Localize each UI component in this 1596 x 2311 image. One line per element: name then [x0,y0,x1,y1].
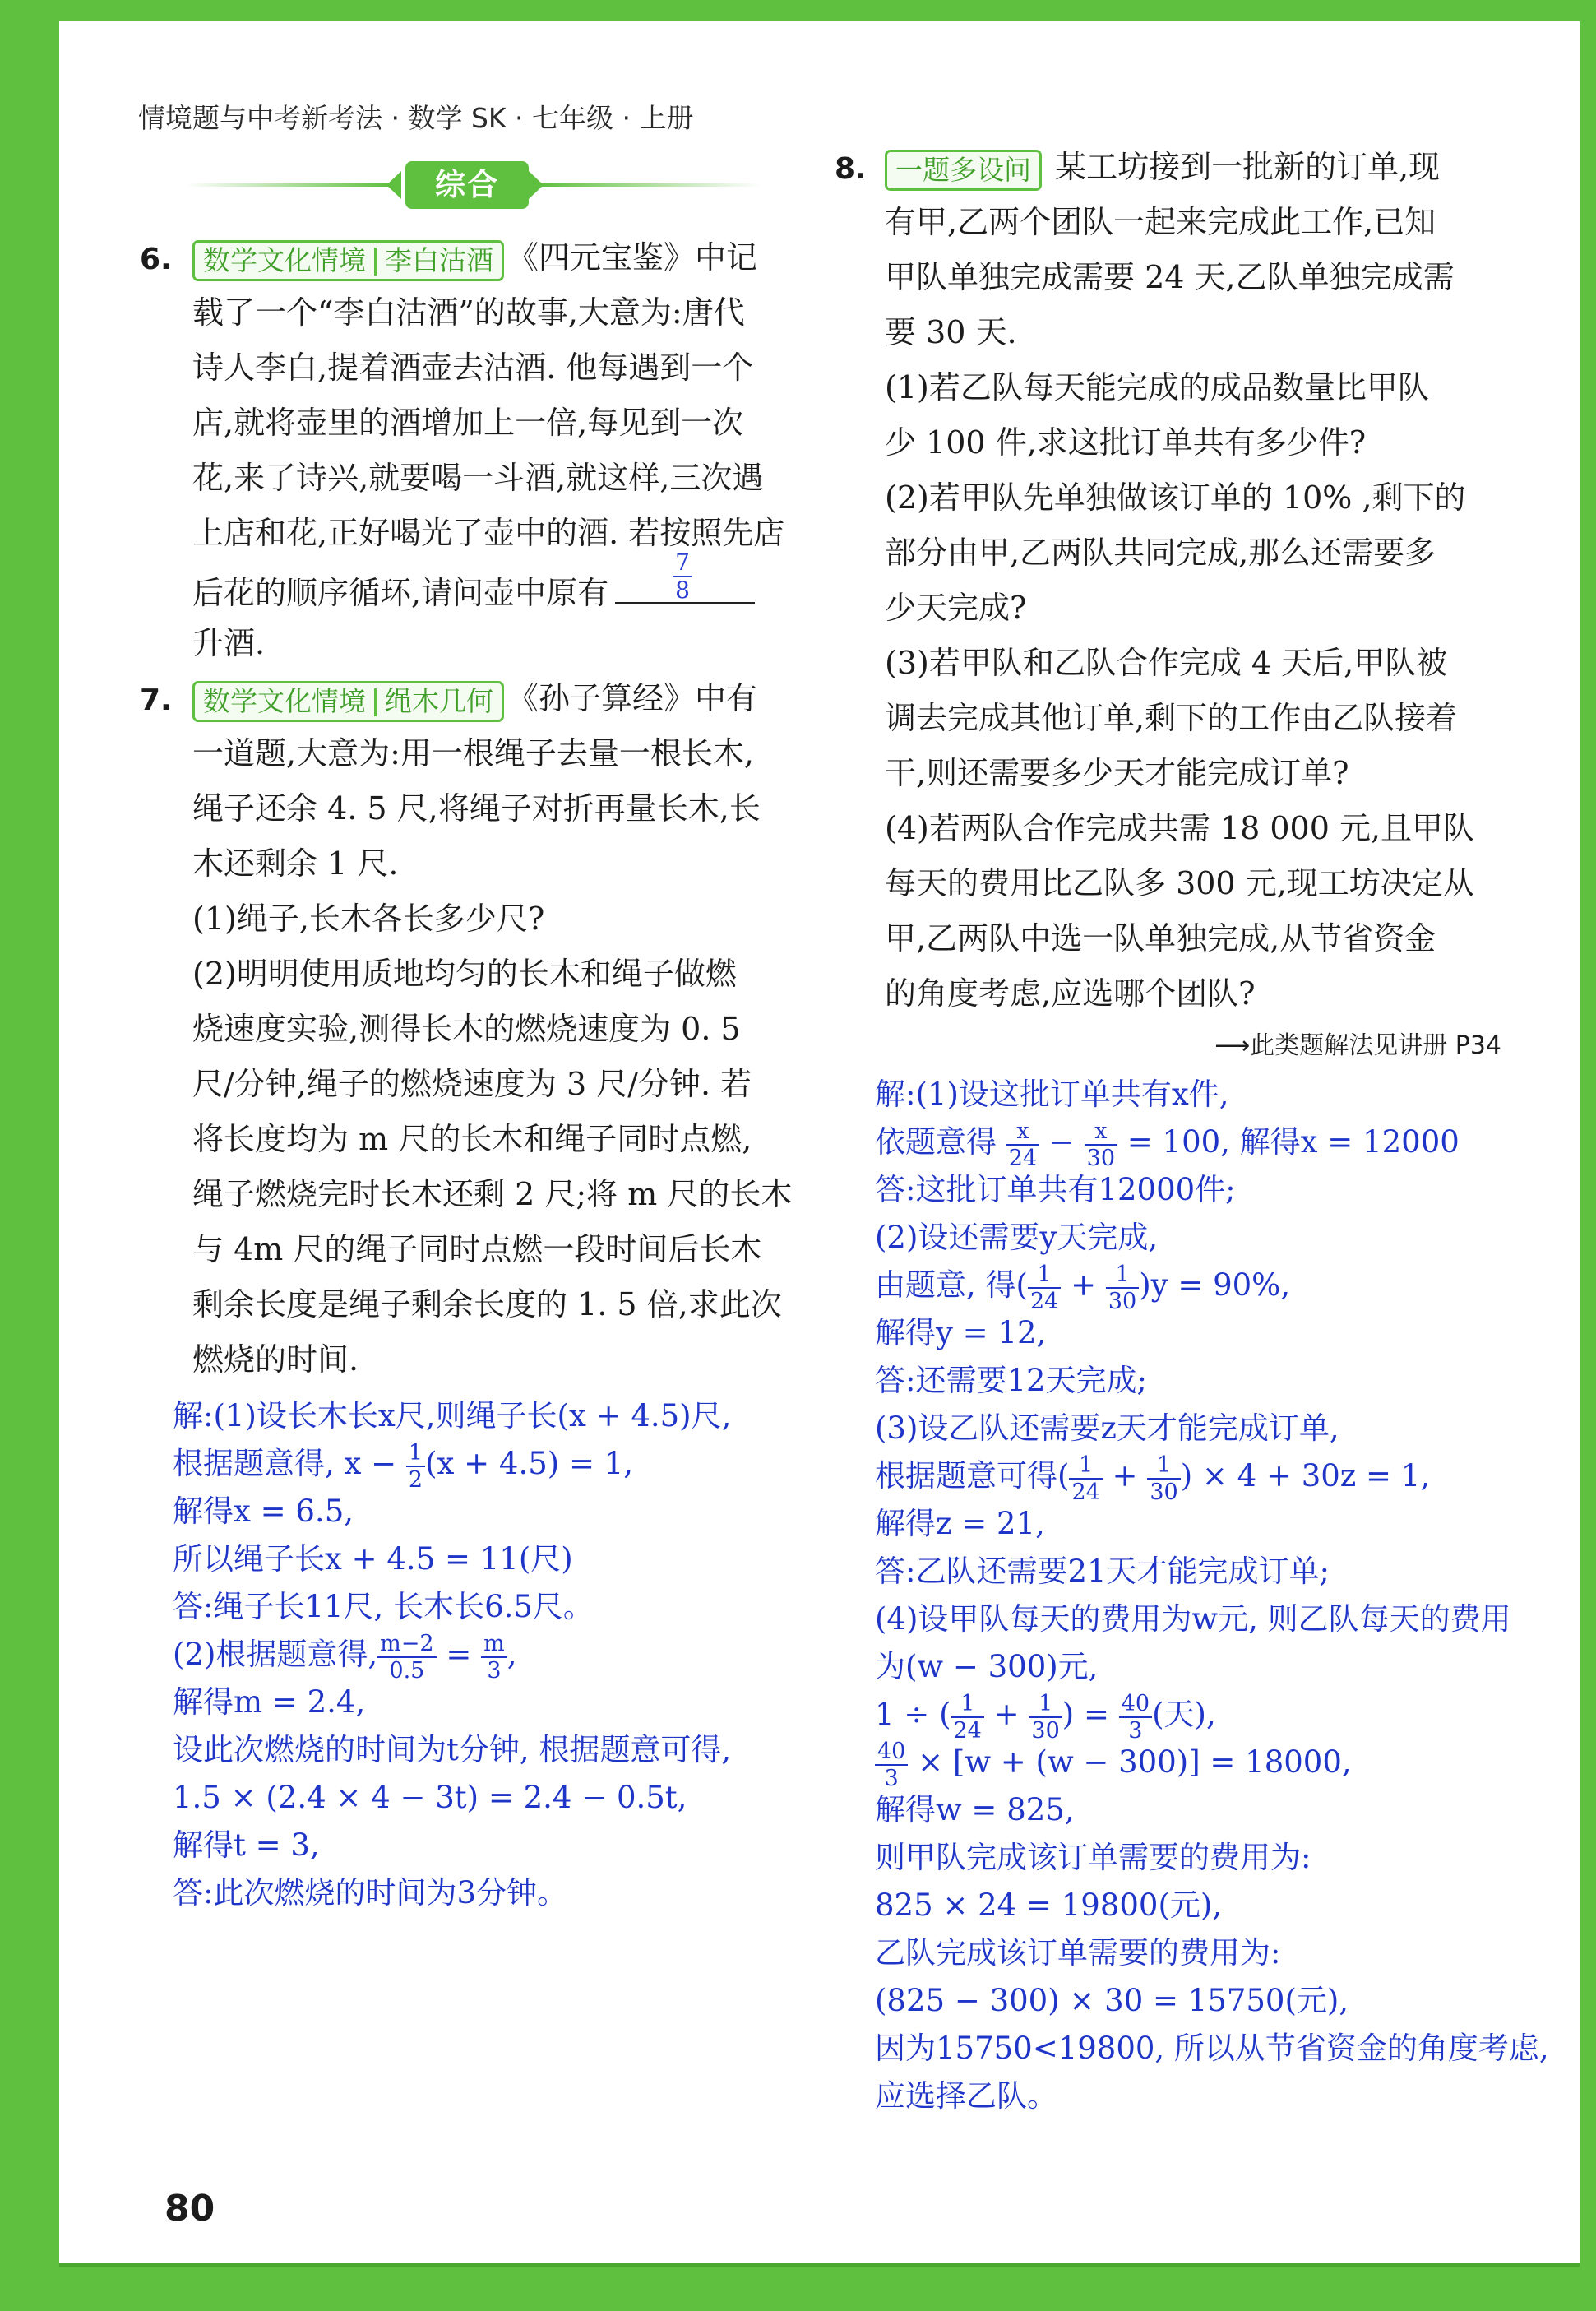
fraction-denominator: 3 [1119,1716,1152,1742]
question-6-line: 店,就将壶里的酒增加上一倍,每见到一次 [192,405,744,441]
solution-line: 解得m = 2.4, [173,1684,366,1720]
math-text: (天), [1152,1697,1216,1732]
math-text: × [w + (w − 300)] = 18000, [908,1744,1352,1780]
tag-topic: 李白沽酒 [385,243,493,276]
question-number: 8. [835,152,867,186]
question-8-line: 部分由甲,乙两队共同完成,那么还需要多 [885,535,1436,571]
question-7-line: 绳子燃烧完时长木还剩 2 尺;将 m 尺的长木 [192,1176,793,1212]
solution-line: 1.5 × (2.4 × 4 − 3t) = 2.4 − 0.5t, [173,1780,687,1815]
question-7-line [192,671,807,726]
solution-line: (2)设还需要y天完成, [875,1220,1159,1255]
question-8-solution [875,1071,1562,2120]
left-column [140,230,807,1917]
question-7 [140,671,807,1387]
section-heading [185,156,810,214]
solution-line [875,1452,1562,1505]
question-6-line [192,230,807,285]
section-arrow-left-icon [386,171,401,199]
math-text: ) × 4 + 30z = 1, [1180,1458,1431,1494]
question-7-line: 烧速度实验,测得长木的燃烧速度为 0. 5 [192,1011,741,1047]
solution-line [173,1439,807,1493]
fraction [377,1630,436,1683]
question-6 [140,230,807,671]
math-text: (2)根据题意得, [173,1637,378,1672]
fraction [1028,1263,1061,1313]
question-8-line: 少 100 件,求这批订单共有多少件? [885,424,1367,461]
fraction [875,1740,908,1790]
question-text: 后花的顺序循环,请问壶中原有 [192,575,609,611]
solution-line: 乙队完成该订单需要的费用为: [875,1935,1281,1971]
question-7-line: 尺/分钟,绳子的燃烧速度为 3 尺/分钟. 若 [192,1066,752,1102]
question-8-line: 有甲,乙两个团队一起来完成此工作,已知 [885,204,1436,240]
math-text: + [1102,1458,1148,1494]
math-text: + [983,1697,1029,1732]
fraction-denominator: 3 [875,1764,908,1790]
question-7-block [140,671,807,1917]
fraction-numerator: x [1094,1118,1108,1144]
solution-line [875,1690,1562,1744]
fraction-denominator: 8 [673,576,692,602]
solution-line: 答:还需要12天完成; [875,1363,1148,1398]
solution-line: 解得z = 21, [875,1506,1045,1541]
solution-line [875,1118,1562,1171]
solution-line: 解得y = 12, [875,1315,1047,1350]
question-8-line: 要 30 天. [885,314,1017,350]
solution-line: 所以绳子长x + 4.5 = 11(尺) [173,1541,573,1577]
solution-line: 应选择乙队。 [875,2078,1057,2114]
fraction [1006,1120,1039,1169]
tag-label: 数学文化情境 [203,684,366,717]
fraction-numerator: 40 [1121,1690,1150,1716]
solution-line [173,1630,807,1683]
math-text: 依题意得 [875,1124,1006,1160]
question-8-line: (2)若甲队先单独做该订单的 10% ,剩下的 [885,479,1466,516]
question-7-line: 木还剩余 1 尺. [192,845,399,882]
question-8-line: 调去完成其他订单,剩下的工作由乙队接着 [885,700,1458,736]
math-text: = 100, 解得x = 12000 [1117,1124,1460,1160]
question-7-line: 绳子还余 4. 5 尺,将绳子对折再量长木,长 [192,790,761,827]
fraction-numerator: 1 [1156,1452,1172,1478]
solution-line: 825 × 24 = 19800(元), [875,1887,1223,1923]
fraction-denominator: 2 [406,1466,425,1491]
question-text: 《孙子算经》中有 [507,680,758,716]
question-number: 6. [140,243,172,276]
math-text: , [507,1637,517,1672]
fraction-numerator: 1 [1038,1690,1053,1716]
fraction-numerator: 1 [1079,1452,1094,1478]
solution-line: 答:绳子长11尺, 长木长6.5尺。 [173,1589,594,1624]
solution-line: 解:(1)设这批订单共有x件, [875,1077,1229,1112]
math-text: )y = 90%, [1139,1267,1291,1303]
question-text: 《四元宝鉴》中记 [507,239,758,276]
question-6-line: 载了一个“李白沽酒”的故事,大意为:唐代 [192,294,745,331]
context-tag: 一题多设问 [885,150,1042,191]
question-number: 7. [140,683,172,717]
solution-line: (4)设甲队每天的费用为w元, 则乙队每天的费用 [875,1601,1511,1637]
running-header: 情境题与中考新考法 · 数学 SK · 七年级 · 上册 [138,102,694,134]
question-6-line: 上店和花,正好喝光了壶中的酒. 若按照先店 [192,515,785,551]
tag-divider [374,248,377,276]
green-border-bottom-edge [59,2263,1580,2267]
fraction [1147,1454,1180,1503]
section-title: 综合 [405,161,529,209]
fraction-numerator: x [1016,1118,1029,1144]
question-8-line: (1)若乙队每天能完成的成品数量比甲队 [885,369,1429,405]
fraction-numerator: 1 [1115,1261,1130,1287]
solution-line: (825 − 300) × 30 = 15750(元), [875,1983,1349,2018]
context-tag [192,681,504,722]
section-rule-right [539,183,761,187]
fraction [1106,1263,1139,1313]
question-8 [830,140,1562,1071]
solution-line: (3)设乙队还需要z天才能完成订单, [875,1410,1339,1446]
math-text: 1 ÷ ( [875,1697,951,1732]
fraction-numerator: 1 [1037,1261,1052,1287]
green-border-top [0,0,1596,21]
page-number: 80 [164,2188,215,2230]
fraction [951,1690,984,1744]
fraction [481,1630,507,1683]
question-6-line: 升酒. [192,625,266,661]
solution-line: 因为15750<19800, 所以从节省资金的角度考虑, [875,2031,1549,2066]
solution-line [875,1261,1562,1314]
math-text: (x + 4.5) = 1, [425,1446,634,1481]
section-rule-left [185,183,391,187]
question-8-block [830,140,1562,2120]
math-text: 根据题意得, x − [173,1446,406,1481]
math-text: 由题意, 得( [875,1267,1028,1303]
solution-line: 设此次燃烧的时间为t分钟, 根据题意可得, [173,1732,732,1767]
question-7-line: (2)明明使用质地均匀的长木和绳子做燃 [192,956,737,992]
math-text: ) = [1062,1697,1119,1732]
tag-topic: 绳木几何 [385,684,493,717]
fraction [1069,1454,1102,1503]
answer-blank [615,549,755,604]
fraction-denominator: 24 [1006,1144,1039,1169]
reference-note: ⟶此类题解法见讲册 P34 [1214,1031,1501,1060]
math-text: = [436,1637,482,1672]
answer-fraction [673,551,692,602]
fraction [1029,1690,1062,1744]
solution-line: 解得w = 825, [875,1792,1075,1827]
question-6-line [192,549,807,616]
green-border-right [1580,0,1596,2311]
question-8-line [885,140,1562,195]
question-7-line: 一道题,大意为:用一根绳子去量一根长木, [192,735,754,771]
fraction-numerator: 1 [960,1690,975,1716]
fraction-denominator: 30 [1029,1716,1062,1742]
solution-line: 答:此次燃烧的时间为3分钟。 [173,1875,568,1910]
question-7-line: 燃烧的时间. [192,1341,359,1378]
question-8-line: 甲队单独完成需要 24 天,乙队单独完成需 [885,259,1455,295]
question-8-line: 每天的费用比乙队多 300 元,现工坊决定从 [885,865,1474,901]
fraction-denominator: 24 [1028,1287,1061,1313]
fraction-denominator: 0.5 [377,1656,436,1682]
fraction-denominator: 24 [951,1716,984,1742]
question-8-line: (3)若甲队和乙队合作完成 4 天后,甲队被 [885,645,1448,681]
fraction-denominator: 30 [1106,1287,1139,1313]
question-7-line: (1)绳子,长木各长多少尺? [192,901,545,937]
fraction-numerator: 40 [877,1738,906,1764]
fraction-numerator: 7 [675,549,690,576]
right-column [830,140,1562,2120]
math-text: − [1039,1124,1085,1160]
question-8-line: (4)若两队合作完成共需 18 000 元,且甲队 [885,810,1475,846]
question-8-line: 干,则还需要多少天才能完成订单? [885,755,1349,791]
question-6-line: 诗人李白,提着酒壶去沽酒. 他每遇到一个 [192,350,754,386]
fraction-numerator: m [483,1630,505,1656]
solution-line: 则甲队完成该订单需要的费用为: [875,1840,1311,1875]
fraction-denominator: 3 [481,1656,507,1682]
fraction [1119,1690,1152,1744]
question-7-line: 剩余长度是绳子剩余长度的 1. 5 倍,求此次 [192,1286,782,1322]
question-8-line: 甲,乙两队中选一队单独完成,从节省资金 [885,920,1436,956]
solution-line: 答:这批订单共有12000件; [875,1172,1236,1207]
fraction-denominator: 30 [1085,1144,1117,1169]
fraction-numerator: 1 [408,1439,423,1466]
math-text: 根据题意可得( [875,1458,1070,1494]
fraction [1085,1120,1117,1169]
fraction [406,1439,425,1493]
question-8-line: 少天完成? [885,590,1027,626]
solution-line: 解得t = 3, [173,1827,320,1863]
solution-line: 解得x = 6.5, [173,1494,354,1529]
tag-divider [374,688,377,716]
context-tag [192,240,504,281]
solution-line: 为(w − 300)元, [875,1649,1099,1684]
fraction-denominator: 30 [1147,1478,1180,1503]
question-8-line: 的角度考虑,应选哪个团队? [885,975,1256,1012]
solution-line: 答:乙队还需要21天才能完成订单; [875,1554,1330,1589]
question-7-solution [173,1392,807,1917]
green-border-left [0,0,59,2311]
solution-line [875,1738,1562,1791]
question-7-line: 与 4m 尺的绳子同时点燃一段时间后长木 [192,1231,762,1267]
fraction-denominator: 24 [1069,1478,1102,1503]
math-text: + [1061,1267,1106,1303]
solution-line: 解:(1)设长木长x尺,则绳子长(x + 4.5)尺, [173,1398,732,1433]
question-6-line: 花,来了诗兴,就要喝一斗酒,就这样,三次遇 [192,460,764,496]
question-text: 某工坊接到一批新的订单,现 [1055,149,1441,185]
green-border-bottom [0,2263,1596,2311]
fraction-numerator: m−2 [380,1630,434,1656]
tag-label: 数学文化情境 [203,243,366,276]
question-7-line: 将长度均为 m 尺的长木和绳子同时点燃, [192,1121,752,1157]
